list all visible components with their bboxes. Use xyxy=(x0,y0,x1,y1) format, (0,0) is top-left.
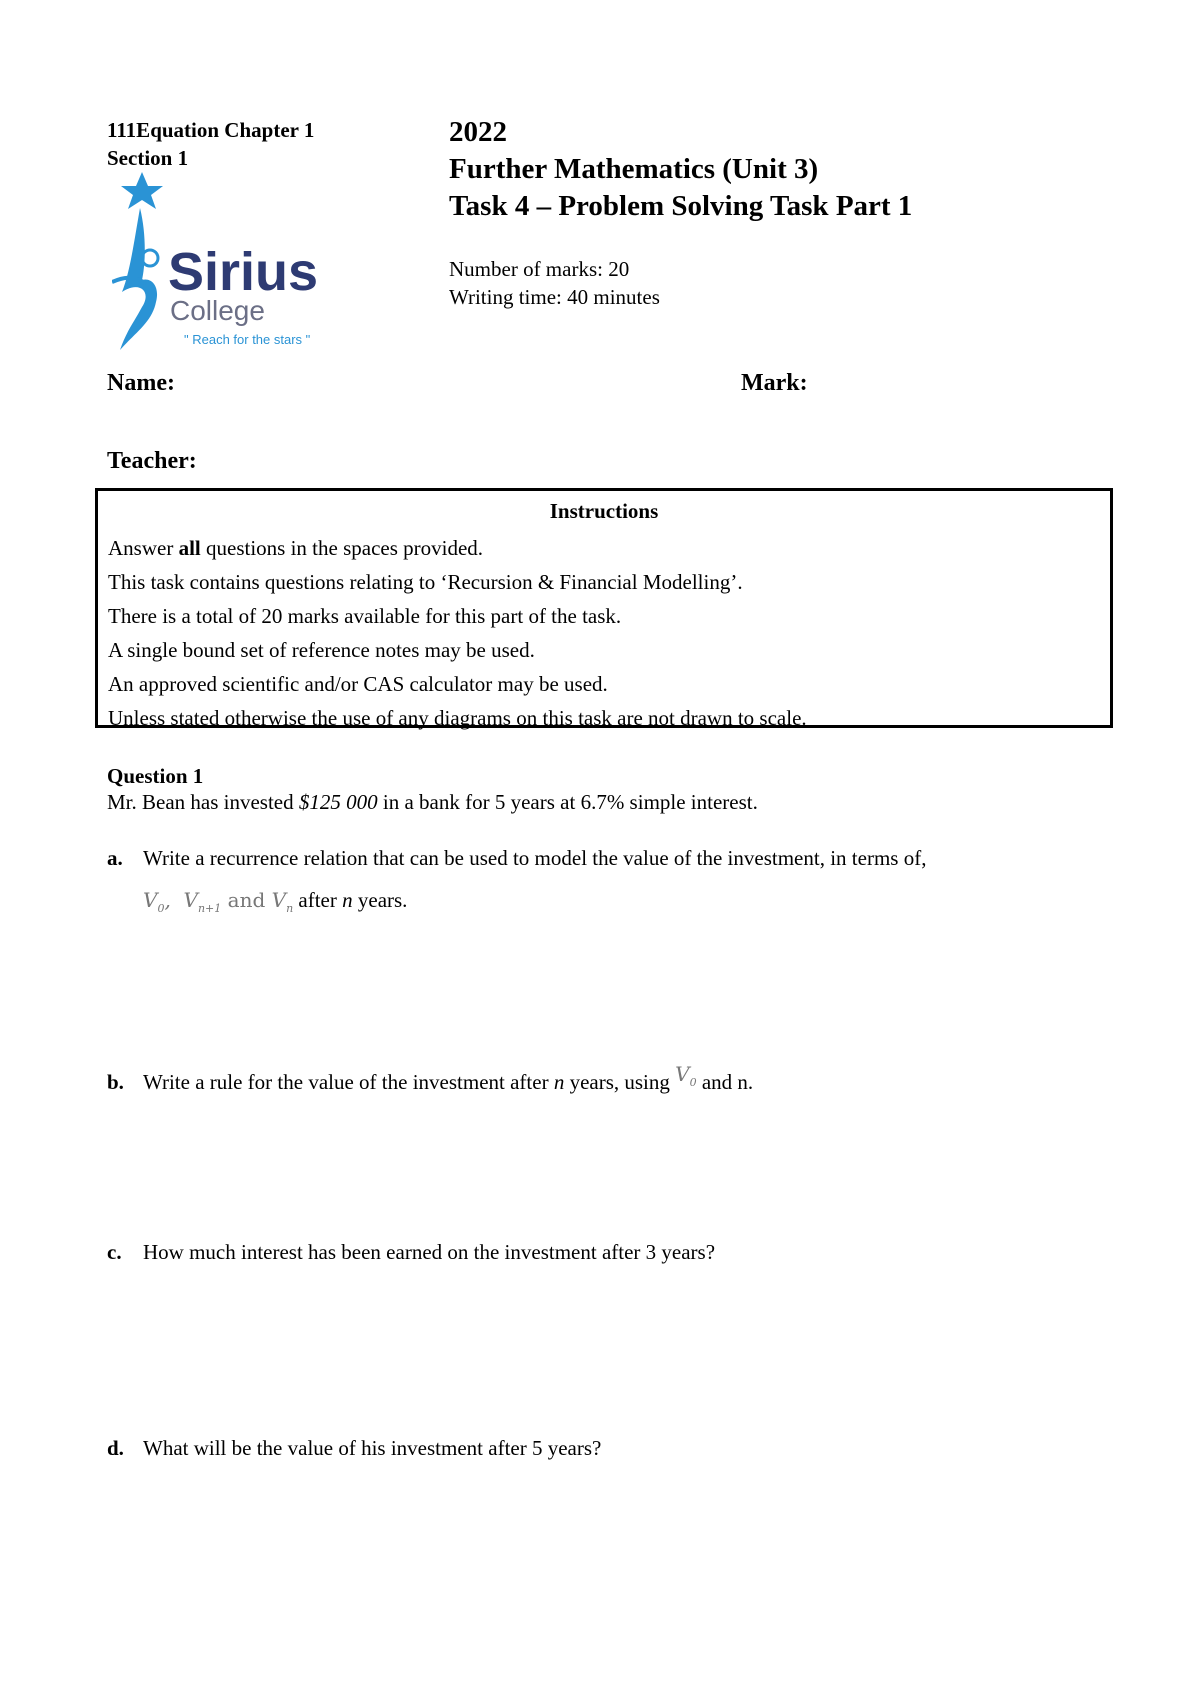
stem-text: in a bank for 5 years at 6.7% simple interest. xyxy=(377,790,758,814)
variable-n: n xyxy=(553,1070,565,1094)
question-1a xyxy=(107,844,1107,915)
sirius-college-logo xyxy=(112,172,352,360)
mark-label: Mark: xyxy=(741,370,808,396)
part-text: after xyxy=(293,888,343,912)
part-text: years. xyxy=(352,888,408,912)
teacher-label: Teacher: xyxy=(107,448,197,474)
part-text: What will be the value of his investment after 5 years? xyxy=(143,1436,602,1460)
stem-text: Mr. Bean has invested xyxy=(107,790,299,814)
instruction-item: A single bound set of reference notes may be used. xyxy=(108,638,535,662)
logo-tagline: " Reach for the stars " xyxy=(184,332,311,347)
instructions-list xyxy=(108,531,807,735)
math-v0: $V_0$, $V_{n+1}$ and $V_n$ xyxy=(143,888,294,915)
instruction-emphasis: all xyxy=(178,536,201,560)
question-1d xyxy=(107,1434,1107,1464)
title-block xyxy=(449,114,912,225)
math-v0: $V_0$ xyxy=(675,1062,697,1089)
instructions-title: Instructions xyxy=(549,499,659,523)
question-1-stem xyxy=(107,790,758,815)
part-letter: b. xyxy=(107,1070,124,1094)
part-text: Write a rule for the value of the investment after xyxy=(143,1070,554,1094)
name-label: Name: xyxy=(107,370,175,396)
instruction-item: Unless stated otherwise the use of any diagrams on this task are not drawn to scale. xyxy=(108,706,807,730)
part-letter: a. xyxy=(107,846,123,870)
part-text: years, using xyxy=(564,1070,676,1094)
task-title: Task 4 – Problem Solving Task Part 1 xyxy=(449,190,913,222)
logo-sub: College xyxy=(170,295,265,326)
part-letter: c. xyxy=(107,1240,122,1264)
question-1-title: Question 1 xyxy=(107,764,204,788)
part-text: Write a recurrence relation that can be used to model the value of the investment, in terms of, xyxy=(143,846,927,870)
question-1b xyxy=(107,1062,1107,1098)
part-text: How much interest has been earned on the investment after 3 years? xyxy=(143,1240,716,1264)
instruction-item: An approved scientific and/or CAS calculator may be used. xyxy=(108,672,608,696)
instruction-text: questions in the spaces provided. xyxy=(200,536,484,560)
part-text-line2 xyxy=(143,886,407,923)
question-1c xyxy=(107,1238,1107,1268)
variable-n: n xyxy=(342,888,353,912)
instruction-item xyxy=(108,531,807,565)
writing-time: Writing time: 40 minutes xyxy=(449,285,660,309)
instructions-box xyxy=(95,488,1113,728)
part-text xyxy=(143,1062,754,1105)
equation-chapter-note: 111Equation Chapter 1 Section 1 xyxy=(107,118,315,170)
instruction-item: This task contains questions relating to ‘Recursion & Financial Modelling’. xyxy=(108,570,743,594)
task-meta xyxy=(449,255,660,311)
part-letter: d. xyxy=(107,1436,124,1460)
investment-amount: $125 000 xyxy=(298,790,378,814)
number-of-marks: Number of marks: 20 xyxy=(449,257,630,281)
logo-name: Sirius xyxy=(168,242,319,302)
subject-title: Further Mathematics (Unit 3) xyxy=(449,153,819,185)
year: 2022 xyxy=(449,116,507,148)
part-text: and n. xyxy=(696,1070,754,1094)
instruction-item: There is a total of 20 marks available for this part of the task. xyxy=(108,604,622,628)
star-figure-icon xyxy=(112,172,352,360)
instruction-text: Answer xyxy=(108,536,179,560)
